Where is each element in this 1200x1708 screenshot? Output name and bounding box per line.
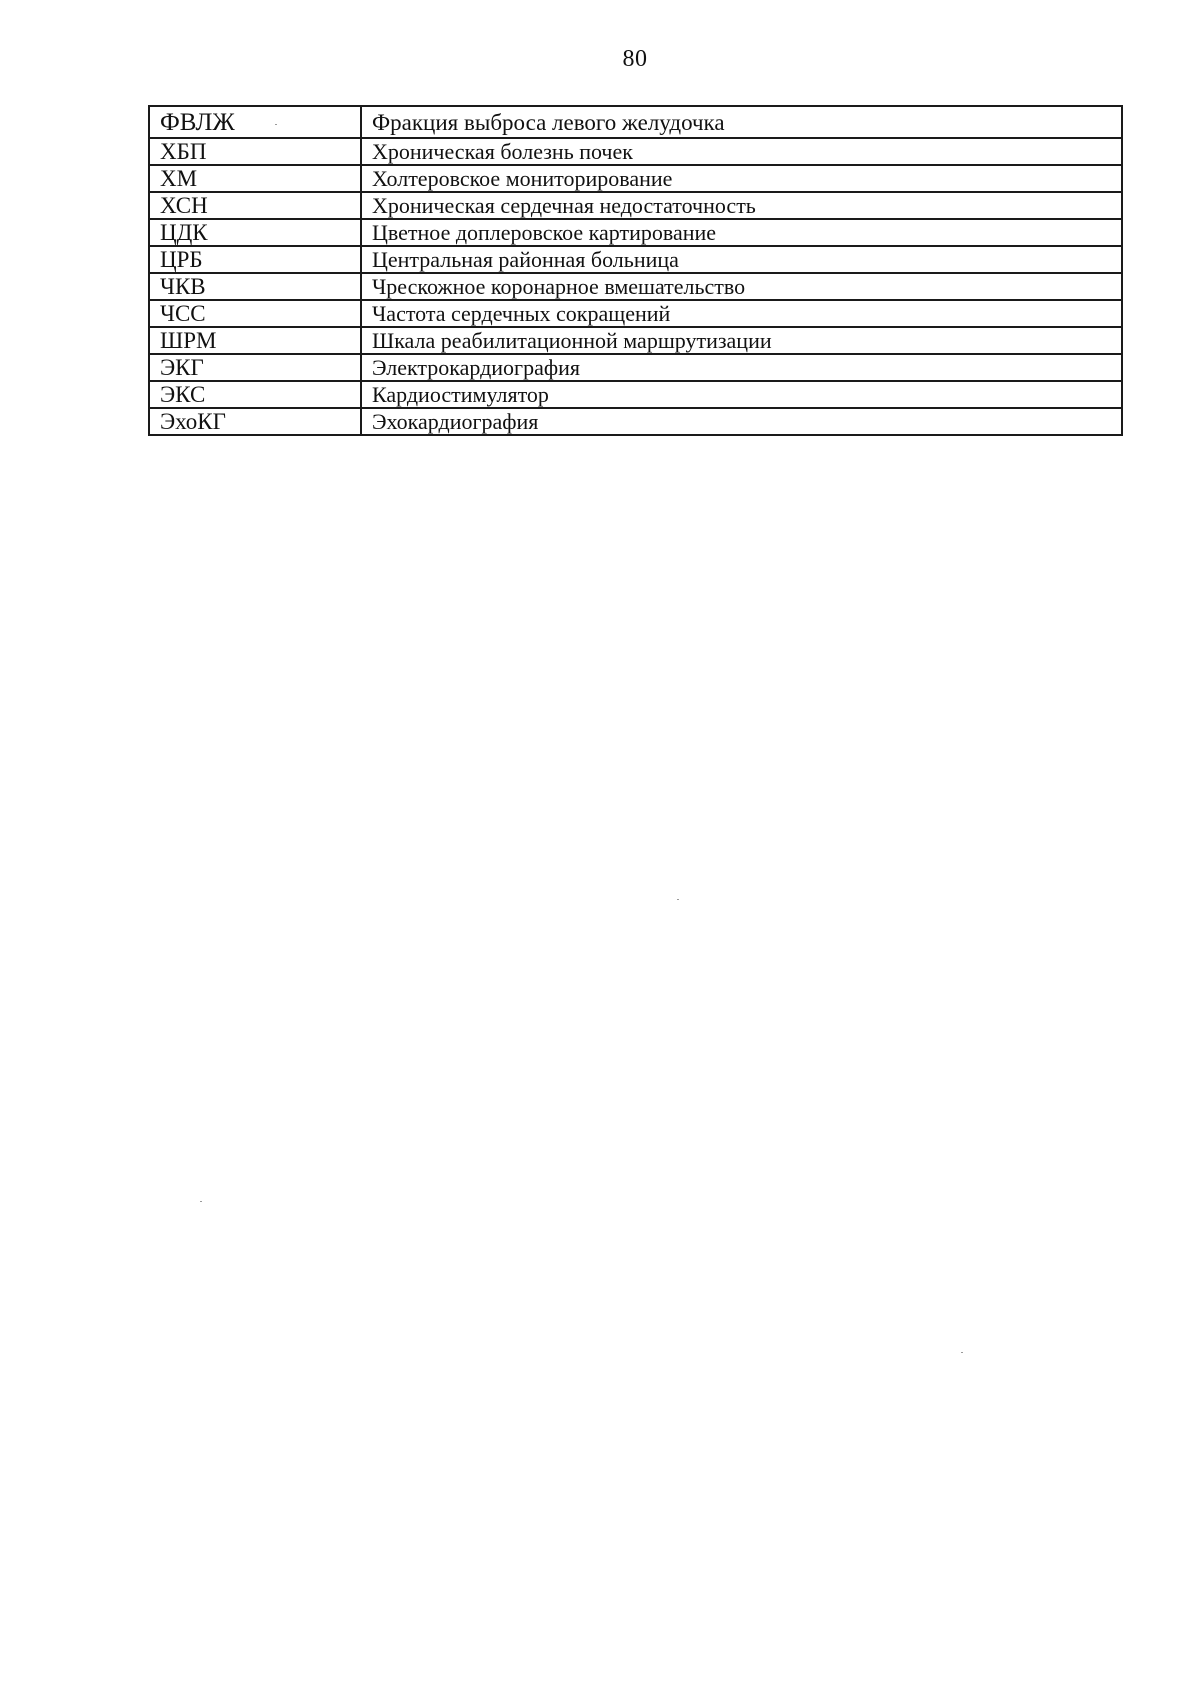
meaning-cell: Частота сердечных сокращений — [361, 300, 1122, 327]
meaning-cell: Электрокардиография — [361, 354, 1122, 381]
meaning-cell: Чрескожное коронарное вмешательство — [361, 273, 1122, 300]
table-row — [149, 192, 1122, 219]
abbreviation-cell: ЦРБ — [149, 246, 361, 273]
abbreviation-cell: ЭКГ — [149, 354, 361, 381]
table-row — [149, 138, 1122, 165]
table-row — [149, 354, 1122, 381]
scan-speck — [677, 899, 679, 900]
abbreviation-cell: ЧСС — [149, 300, 361, 327]
meaning-cell: Холтеровское мониторирование — [361, 165, 1122, 192]
abbreviation-cell: ХМ — [149, 165, 361, 192]
table-row — [149, 408, 1122, 435]
abbreviation-cell: ХСН — [149, 192, 361, 219]
abbreviation-cell: ФВЛЖ — [149, 106, 361, 138]
table-row — [149, 300, 1122, 327]
meaning-cell: Эхокардиография — [361, 408, 1122, 435]
table-row — [149, 327, 1122, 354]
meaning-cell: Центральная районная больница — [361, 246, 1122, 273]
table-row — [149, 381, 1122, 408]
table-row — [149, 165, 1122, 192]
table-row — [149, 246, 1122, 273]
abbreviation-cell: ЭхоКГ — [149, 408, 361, 435]
scan-speck — [275, 124, 277, 125]
meaning-cell: Кардиостимулятор — [361, 381, 1122, 408]
abbreviation-cell: ЦДК — [149, 219, 361, 246]
abbreviation-cell: ШРМ — [149, 327, 361, 354]
table-row — [149, 273, 1122, 300]
table-row — [149, 106, 1122, 138]
page-number: 80 — [622, 46, 648, 72]
abbreviations-table — [148, 105, 1123, 436]
meaning-cell: Хроническая болезнь почек — [361, 138, 1122, 165]
scan-speck — [200, 1201, 202, 1202]
abbreviation-cell: ЭКС — [149, 381, 361, 408]
abbreviation-cell: ЧКВ — [149, 273, 361, 300]
scan-speck — [961, 1352, 963, 1353]
meaning-cell: Цветное доплеровское картирование — [361, 219, 1122, 246]
table-row — [149, 219, 1122, 246]
meaning-cell: Шкала реабилитационной маршрутизации — [361, 327, 1122, 354]
abbreviation-cell: ХБП — [149, 138, 361, 165]
meaning-cell: Фракция выброса левого желудочка — [361, 106, 1122, 138]
meaning-cell: Хроническая сердечная недостаточность — [361, 192, 1122, 219]
